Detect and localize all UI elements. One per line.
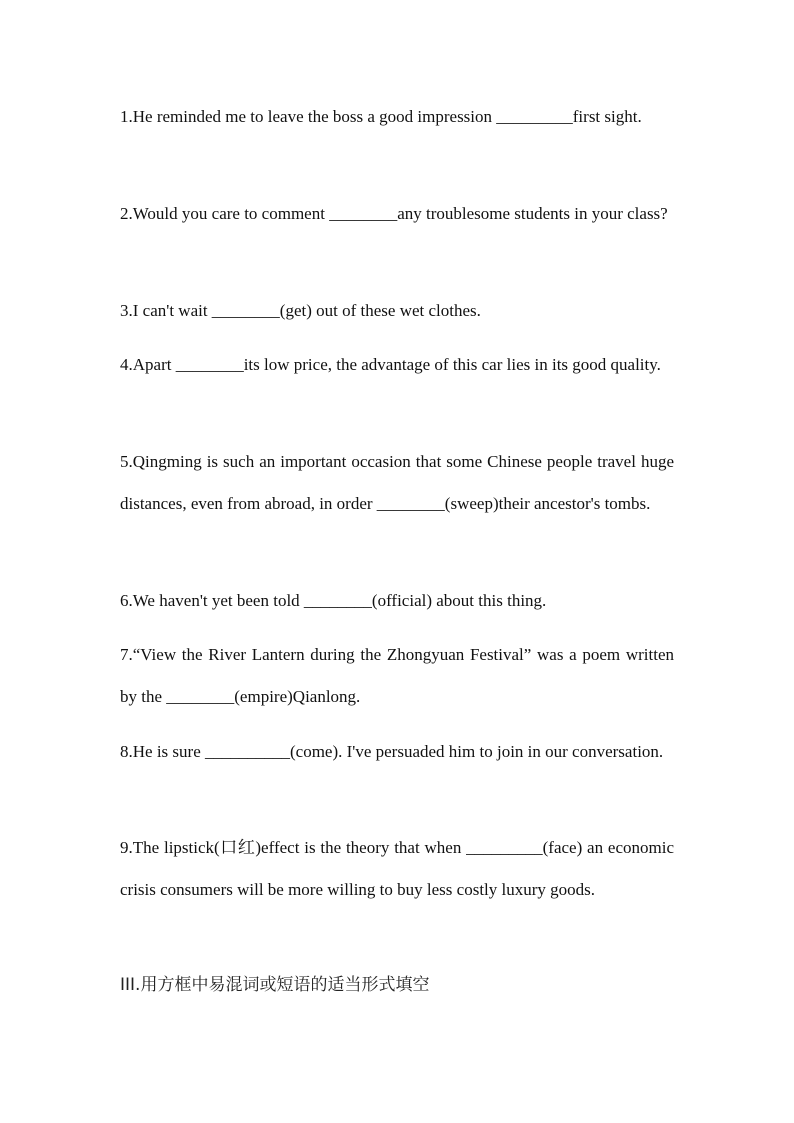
question-7: 7.“View the River Lantern during the Zhongyuan Festival” was a poem written by the ________(empire)Qianlong.	[120, 645, 674, 706]
question-8: 8.He is sure __________(come). I've persuaded him to join in our conversation.	[120, 742, 664, 761]
question-4: 4.Apart ________its low price, the advantage of this car lies in its good quality.	[120, 355, 661, 374]
question-5: 5.Qingming is such an important occasion that some Chinese people travel huge distances, even from abroad, in order ________(sweep)their ancestor's tombs.	[120, 452, 674, 513]
question-9: 9.The lipstick(口红)effect is the theory that when _________(face) an economic crisis consumers will be more willing to buy less costly luxury goods.	[120, 838, 674, 899]
question-3: 3.I can't wait ________(get) out of these wet clothes.	[120, 301, 481, 320]
question-1: 1.He reminded me to leave the boss a good impression _________first sight.	[120, 107, 642, 126]
question-2: 2.Would you care to comment ________any troublesome students in your class?	[120, 204, 668, 223]
question-6: 6.We haven't yet been told ________(official) about this thing.	[120, 591, 547, 610]
section-heading: III.用方框中易混词或短语的适当形式填空	[120, 975, 430, 995]
